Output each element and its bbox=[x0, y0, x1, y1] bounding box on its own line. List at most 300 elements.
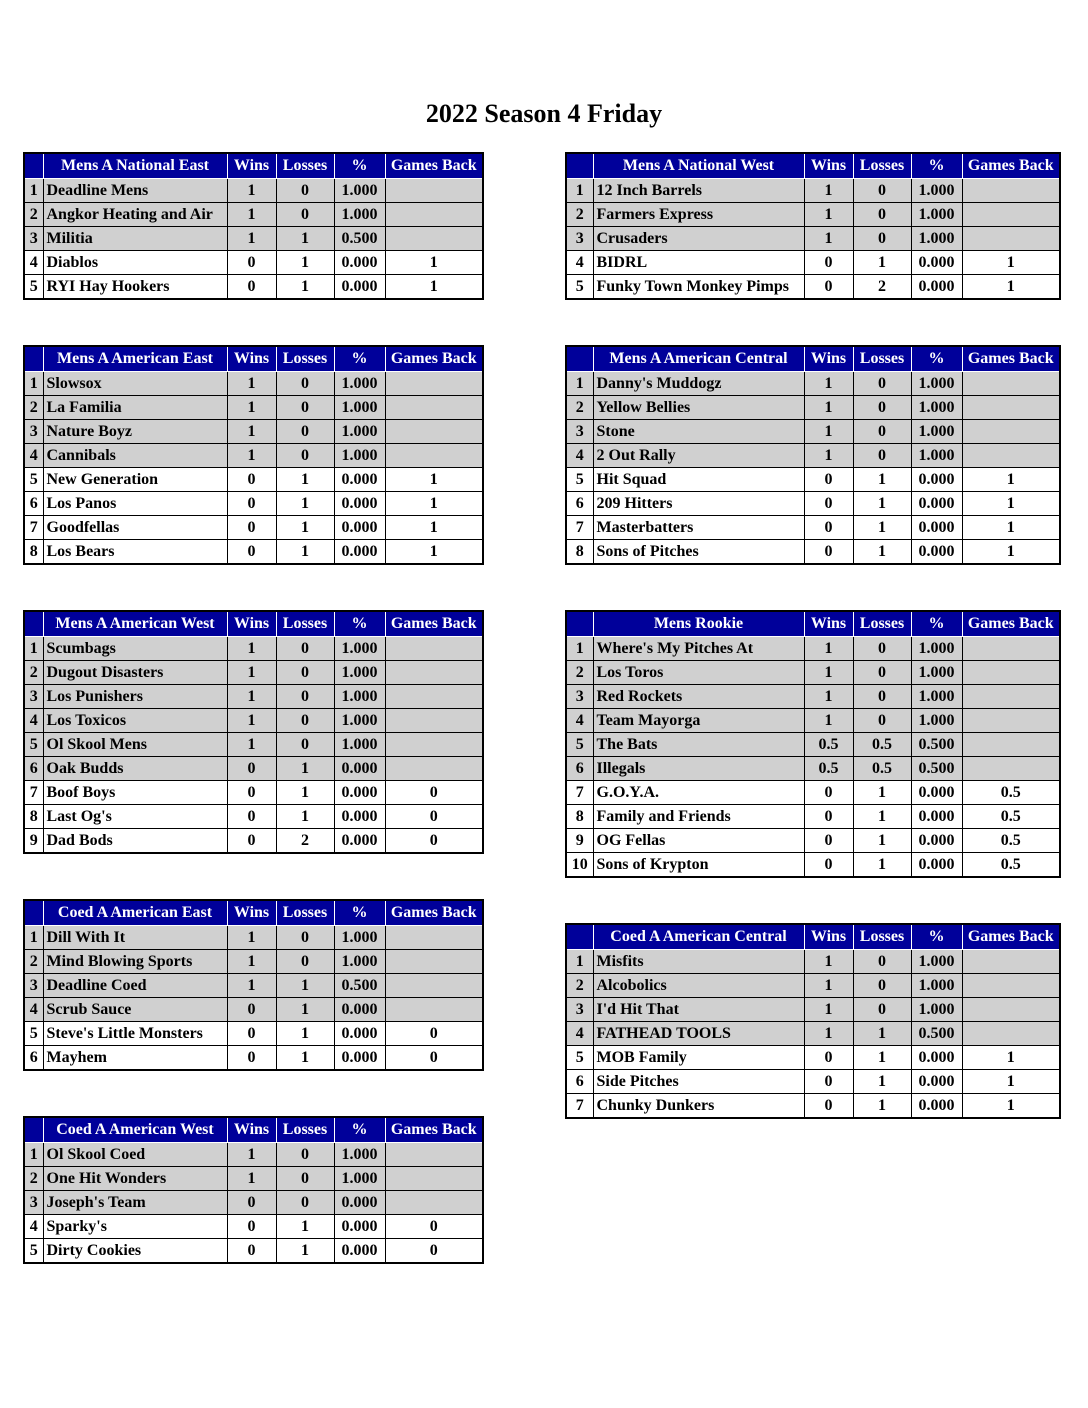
team-wins: 0 bbox=[804, 1070, 853, 1094]
wins-header: Wins bbox=[227, 900, 276, 926]
team-games-back bbox=[962, 950, 1060, 974]
team-games-back bbox=[385, 661, 483, 685]
team-wins: 0 bbox=[227, 1046, 276, 1071]
team-losses: 0 bbox=[276, 661, 334, 685]
team-games-back: 1 bbox=[962, 516, 1060, 540]
team-losses: 0 bbox=[276, 950, 334, 974]
table-row bbox=[24, 661, 483, 685]
table-header-row bbox=[24, 1117, 483, 1143]
team-pct: 1.000 bbox=[911, 685, 962, 709]
table-row bbox=[24, 1191, 483, 1215]
team-wins: 0 bbox=[804, 1046, 853, 1070]
team-games-back bbox=[962, 227, 1060, 251]
team-wins: 1 bbox=[804, 637, 853, 661]
wins-header: Wins bbox=[227, 1117, 276, 1143]
team-name: 209 Hitters bbox=[593, 492, 804, 516]
team-losses: 1 bbox=[276, 540, 334, 565]
team-name: Last Og's bbox=[43, 805, 227, 829]
team-games-back bbox=[385, 926, 483, 950]
team-losses: 1 bbox=[276, 805, 334, 829]
team-rank: 2 bbox=[24, 950, 43, 974]
rank-header bbox=[566, 346, 593, 372]
team-rank: 1 bbox=[24, 372, 43, 396]
team-rank: 4 bbox=[566, 444, 593, 468]
team-rank: 4 bbox=[566, 251, 593, 275]
team-losses: 1 bbox=[853, 1022, 911, 1046]
team-rank: 3 bbox=[24, 420, 43, 444]
team-games-back bbox=[962, 733, 1060, 757]
team-rank: 2 bbox=[24, 1167, 43, 1191]
team-pct: 0.000 bbox=[334, 516, 385, 540]
team-rank: 1 bbox=[566, 372, 593, 396]
team-rank: 2 bbox=[566, 203, 593, 227]
team-games-back bbox=[962, 179, 1060, 203]
team-games-back bbox=[962, 998, 1060, 1022]
team-pct: 0.000 bbox=[911, 1046, 962, 1070]
team-losses: 0 bbox=[276, 420, 334, 444]
wins-header: Wins bbox=[227, 611, 276, 637]
games-back-header: Games Back bbox=[962, 611, 1060, 637]
table-row bbox=[24, 637, 483, 661]
games-back-header: Games Back bbox=[962, 153, 1060, 179]
team-rank: 5 bbox=[566, 733, 593, 757]
team-pct: 0.000 bbox=[911, 1094, 962, 1119]
wins-header: Wins bbox=[804, 924, 853, 950]
team-rank: 3 bbox=[24, 1191, 43, 1215]
team-rank: 5 bbox=[566, 275, 593, 300]
team-wins: 1 bbox=[227, 1167, 276, 1191]
team-games-back bbox=[385, 1143, 483, 1167]
table-row bbox=[24, 444, 483, 468]
team-losses: 0 bbox=[276, 1143, 334, 1167]
team-pct: 0.500 bbox=[334, 974, 385, 998]
team-wins: 0 bbox=[227, 1215, 276, 1239]
table-row bbox=[24, 685, 483, 709]
team-losses: 0 bbox=[276, 1191, 334, 1215]
team-wins: 0 bbox=[227, 829, 276, 854]
losses-header: Losses bbox=[276, 900, 334, 926]
team-name: Sons of Pitches bbox=[593, 540, 804, 565]
team-games-back bbox=[962, 1022, 1060, 1046]
team-games-back: 0 bbox=[385, 829, 483, 854]
team-rank: 4 bbox=[24, 251, 43, 275]
team-pct: 1.000 bbox=[334, 203, 385, 227]
team-wins: 1 bbox=[804, 709, 853, 733]
team-wins: 0 bbox=[227, 757, 276, 781]
team-games-back: 0 bbox=[385, 1046, 483, 1071]
team-name: Stone bbox=[593, 420, 804, 444]
team-games-back bbox=[385, 637, 483, 661]
table-header-row bbox=[24, 611, 483, 637]
team-rank: 4 bbox=[24, 709, 43, 733]
team-rank: 1 bbox=[24, 926, 43, 950]
team-games-back bbox=[385, 420, 483, 444]
games-back-header: Games Back bbox=[385, 346, 483, 372]
table-row bbox=[566, 227, 1060, 251]
team-rank: 6 bbox=[24, 757, 43, 781]
team-wins: 1 bbox=[804, 372, 853, 396]
team-wins: 1 bbox=[804, 227, 853, 251]
team-pct: 1.000 bbox=[911, 709, 962, 733]
team-games-back: 0 bbox=[385, 805, 483, 829]
team-name: Side Pitches bbox=[593, 1070, 804, 1094]
team-rank: 6 bbox=[24, 492, 43, 516]
division-name: Mens A American West bbox=[43, 611, 227, 637]
table-row bbox=[566, 853, 1060, 878]
team-wins: 1 bbox=[227, 179, 276, 203]
team-name: Steve's Little Monsters bbox=[43, 1022, 227, 1046]
team-pct: 0.000 bbox=[334, 1022, 385, 1046]
wins-header: Wins bbox=[804, 611, 853, 637]
team-pct: 0.500 bbox=[911, 733, 962, 757]
team-pct: 0.000 bbox=[334, 1215, 385, 1239]
team-games-back: 0 bbox=[385, 1215, 483, 1239]
team-wins: 1 bbox=[227, 685, 276, 709]
team-wins: 0 bbox=[804, 468, 853, 492]
standings-table-mens-a-american-central bbox=[565, 345, 1061, 565]
team-losses: 1 bbox=[276, 1215, 334, 1239]
team-wins: 0 bbox=[804, 540, 853, 565]
games-back-header: Games Back bbox=[385, 900, 483, 926]
team-pct: 1.000 bbox=[911, 179, 962, 203]
team-losses: 0 bbox=[853, 998, 911, 1022]
losses-header: Losses bbox=[853, 346, 911, 372]
team-wins: 0 bbox=[804, 1094, 853, 1119]
table-row bbox=[566, 372, 1060, 396]
team-wins: 0 bbox=[804, 516, 853, 540]
team-losses: 1 bbox=[276, 516, 334, 540]
team-rank: 7 bbox=[24, 781, 43, 805]
team-losses: 0 bbox=[853, 227, 911, 251]
team-games-back bbox=[385, 1167, 483, 1191]
standings-table-mens-a-american-west bbox=[23, 610, 484, 854]
team-losses: 1 bbox=[853, 540, 911, 565]
team-name: Scrub Sauce bbox=[43, 998, 227, 1022]
table-row bbox=[566, 444, 1060, 468]
team-games-back: 1 bbox=[962, 251, 1060, 275]
team-name: Sons of Krypton bbox=[593, 853, 804, 878]
team-losses: 1 bbox=[853, 468, 911, 492]
team-games-back bbox=[962, 444, 1060, 468]
team-losses: 0 bbox=[276, 444, 334, 468]
table-row bbox=[24, 1143, 483, 1167]
team-games-back bbox=[385, 733, 483, 757]
table-row bbox=[24, 468, 483, 492]
standings-table-mens-a-national-west bbox=[565, 152, 1061, 300]
standings-table-mens-a-national-east bbox=[23, 152, 484, 300]
table-header-row bbox=[566, 346, 1060, 372]
page-title: 2022 Season 4 Friday bbox=[425, 99, 663, 128]
team-name: Boof Boys bbox=[43, 781, 227, 805]
division-name: Mens A American Central bbox=[593, 346, 804, 372]
team-wins: 1 bbox=[227, 709, 276, 733]
team-wins: 0 bbox=[804, 781, 853, 805]
table-row bbox=[566, 1094, 1060, 1119]
team-pct: 1.000 bbox=[334, 709, 385, 733]
team-name: Dirty Cookies bbox=[43, 1239, 227, 1264]
pct-header: % bbox=[911, 611, 962, 637]
team-games-back: 1 bbox=[962, 275, 1060, 300]
team-losses: 1 bbox=[276, 757, 334, 781]
team-games-back bbox=[385, 227, 483, 251]
pct-header: % bbox=[334, 611, 385, 637]
table-row bbox=[24, 757, 483, 781]
team-name: BIDRL bbox=[593, 251, 804, 275]
team-rank: 5 bbox=[24, 468, 43, 492]
team-rank: 2 bbox=[24, 396, 43, 420]
team-games-back: 0.5 bbox=[962, 829, 1060, 853]
team-name: Mayhem bbox=[43, 1046, 227, 1071]
team-losses: 1 bbox=[276, 1022, 334, 1046]
team-wins: 0 bbox=[804, 829, 853, 853]
table-header-row bbox=[24, 346, 483, 372]
table-row bbox=[24, 709, 483, 733]
team-wins: 0 bbox=[804, 492, 853, 516]
team-pct: 1.000 bbox=[911, 950, 962, 974]
team-name: Los Toros bbox=[593, 661, 804, 685]
table-row bbox=[24, 781, 483, 805]
team-losses: 1 bbox=[853, 516, 911, 540]
table-row bbox=[24, 998, 483, 1022]
team-name: Masterbatters bbox=[593, 516, 804, 540]
team-wins: 1 bbox=[804, 974, 853, 998]
team-name: Joseph's Team bbox=[43, 1191, 227, 1215]
team-wins: 1 bbox=[804, 179, 853, 203]
division-name: Coed A American West bbox=[43, 1117, 227, 1143]
team-name: Illegals bbox=[593, 757, 804, 781]
team-name: Farmers Express bbox=[593, 203, 804, 227]
team-rank: 1 bbox=[566, 950, 593, 974]
team-wins: 0 bbox=[227, 998, 276, 1022]
wins-header: Wins bbox=[804, 153, 853, 179]
team-games-back bbox=[962, 372, 1060, 396]
team-rank: 8 bbox=[566, 805, 593, 829]
team-losses: 2 bbox=[276, 829, 334, 854]
table-row bbox=[24, 203, 483, 227]
team-losses: 0.5 bbox=[853, 757, 911, 781]
team-name: Militia bbox=[43, 227, 227, 251]
team-losses: 1 bbox=[853, 805, 911, 829]
team-games-back bbox=[385, 757, 483, 781]
team-name: G.O.Y.A. bbox=[593, 781, 804, 805]
team-pct: 0.000 bbox=[334, 275, 385, 300]
team-games-back: 1 bbox=[385, 468, 483, 492]
team-name: FATHEAD TOOLS bbox=[593, 1022, 804, 1046]
team-wins: 1 bbox=[804, 685, 853, 709]
team-name: Dugout Disasters bbox=[43, 661, 227, 685]
table-row bbox=[566, 179, 1060, 203]
team-rank: 6 bbox=[566, 757, 593, 781]
team-losses: 1 bbox=[853, 1094, 911, 1119]
team-wins: 1 bbox=[804, 661, 853, 685]
team-losses: 0 bbox=[853, 685, 911, 709]
table-row bbox=[566, 661, 1060, 685]
table-row bbox=[24, 829, 483, 854]
team-games-back: 0 bbox=[385, 1022, 483, 1046]
team-rank: 9 bbox=[24, 829, 43, 854]
team-games-back: 1 bbox=[385, 275, 483, 300]
team-wins: 0 bbox=[227, 781, 276, 805]
team-pct: 1.000 bbox=[911, 396, 962, 420]
team-wins: 1 bbox=[804, 950, 853, 974]
team-wins: 1 bbox=[227, 733, 276, 757]
team-wins: 0 bbox=[227, 275, 276, 300]
team-name: Ol Skool Mens bbox=[43, 733, 227, 757]
team-games-back bbox=[385, 179, 483, 203]
games-back-header: Games Back bbox=[385, 153, 483, 179]
team-rank: 6 bbox=[24, 1046, 43, 1071]
wins-header: Wins bbox=[227, 153, 276, 179]
team-losses: 1 bbox=[853, 829, 911, 853]
table-row bbox=[24, 227, 483, 251]
team-wins: 1 bbox=[804, 420, 853, 444]
team-name: Los Panos bbox=[43, 492, 227, 516]
team-games-back: 0 bbox=[385, 1239, 483, 1264]
table-row bbox=[566, 829, 1060, 853]
division-name: Mens A American East bbox=[43, 346, 227, 372]
team-pct: 0.000 bbox=[911, 1070, 962, 1094]
table-row bbox=[566, 492, 1060, 516]
team-pct: 1.000 bbox=[334, 396, 385, 420]
team-pct: 0.500 bbox=[911, 1022, 962, 1046]
table-row bbox=[566, 637, 1060, 661]
team-games-back bbox=[962, 396, 1060, 420]
team-rank: 3 bbox=[24, 227, 43, 251]
table-row bbox=[566, 1022, 1060, 1046]
pct-header: % bbox=[334, 153, 385, 179]
team-games-back bbox=[385, 372, 483, 396]
team-name: Dill With It bbox=[43, 926, 227, 950]
team-pct: 0.000 bbox=[334, 757, 385, 781]
team-pct: 0.000 bbox=[334, 805, 385, 829]
wins-header: Wins bbox=[227, 346, 276, 372]
losses-header: Losses bbox=[853, 611, 911, 637]
team-rank: 4 bbox=[24, 444, 43, 468]
rank-header bbox=[566, 924, 593, 950]
team-name: Dad Bods bbox=[43, 829, 227, 854]
team-pct: 0.000 bbox=[911, 492, 962, 516]
team-name: One Hit Wonders bbox=[43, 1167, 227, 1191]
team-losses: 0 bbox=[276, 179, 334, 203]
table-row bbox=[566, 396, 1060, 420]
team-losses: 2 bbox=[853, 275, 911, 300]
team-name: OG Fellas bbox=[593, 829, 804, 853]
table-row bbox=[24, 372, 483, 396]
team-rank: 2 bbox=[566, 974, 593, 998]
team-wins: 1 bbox=[227, 1143, 276, 1167]
standings-table-mens-a-american-east bbox=[23, 345, 484, 565]
team-rank: 4 bbox=[566, 709, 593, 733]
team-pct: 0.000 bbox=[911, 781, 962, 805]
team-rank: 5 bbox=[566, 1046, 593, 1070]
table-row bbox=[566, 251, 1060, 275]
team-wins: 1 bbox=[227, 950, 276, 974]
team-wins: 1 bbox=[804, 1022, 853, 1046]
team-name: The Bats bbox=[593, 733, 804, 757]
division-name: Mens A National West bbox=[593, 153, 804, 179]
team-rank: 8 bbox=[24, 540, 43, 565]
rank-header bbox=[24, 900, 43, 926]
team-games-back: 1 bbox=[962, 1094, 1060, 1119]
team-wins: 1 bbox=[227, 396, 276, 420]
losses-header: Losses bbox=[276, 611, 334, 637]
rank-header bbox=[24, 346, 43, 372]
team-name: Hit Squad bbox=[593, 468, 804, 492]
team-pct: 0.000 bbox=[334, 829, 385, 854]
team-losses: 0 bbox=[853, 709, 911, 733]
team-wins: 0 bbox=[227, 251, 276, 275]
team-rank: 2 bbox=[566, 661, 593, 685]
table-row bbox=[24, 251, 483, 275]
table-row bbox=[566, 757, 1060, 781]
team-pct: 0.000 bbox=[911, 540, 962, 565]
team-losses: 0 bbox=[276, 685, 334, 709]
team-losses: 0 bbox=[853, 396, 911, 420]
team-name: Deadline Coed bbox=[43, 974, 227, 998]
table-row bbox=[566, 540, 1060, 565]
pct-header: % bbox=[911, 153, 962, 179]
team-pct: 1.000 bbox=[334, 733, 385, 757]
team-name: Angkor Heating and Air bbox=[43, 203, 227, 227]
team-rank: 4 bbox=[24, 998, 43, 1022]
team-rank: 3 bbox=[24, 974, 43, 998]
team-name: 12 Inch Barrels bbox=[593, 179, 804, 203]
rank-header bbox=[566, 611, 593, 637]
team-wins: 1 bbox=[227, 444, 276, 468]
team-games-back bbox=[962, 757, 1060, 781]
team-losses: 1 bbox=[276, 1046, 334, 1071]
standings-table-mens-rookie bbox=[565, 610, 1061, 878]
team-games-back: 1 bbox=[962, 1070, 1060, 1094]
team-games-back: 1 bbox=[385, 251, 483, 275]
team-name: Crusaders bbox=[593, 227, 804, 251]
team-pct: 0.000 bbox=[334, 1046, 385, 1071]
team-losses: 0 bbox=[276, 637, 334, 661]
table-row bbox=[566, 1046, 1060, 1070]
team-pct: 0.000 bbox=[911, 805, 962, 829]
team-pct: 1.000 bbox=[334, 637, 385, 661]
team-rank: 7 bbox=[566, 781, 593, 805]
team-losses: 0 bbox=[853, 179, 911, 203]
team-games-back: 0.5 bbox=[962, 853, 1060, 878]
team-pct: 1.000 bbox=[911, 227, 962, 251]
team-games-back bbox=[962, 685, 1060, 709]
table-row bbox=[24, 805, 483, 829]
standings-table-coed-a-american-central bbox=[565, 923, 1061, 1119]
team-losses: 1 bbox=[276, 492, 334, 516]
table-row bbox=[566, 950, 1060, 974]
team-name: Deadline Mens bbox=[43, 179, 227, 203]
team-wins: 0 bbox=[804, 275, 853, 300]
table-row bbox=[24, 420, 483, 444]
team-games-back: 0.5 bbox=[962, 781, 1060, 805]
team-rank: 6 bbox=[566, 492, 593, 516]
team-wins: 1 bbox=[227, 926, 276, 950]
team-losses: 0 bbox=[853, 637, 911, 661]
team-rank: 2 bbox=[24, 203, 43, 227]
team-games-back bbox=[962, 420, 1060, 444]
team-wins: 1 bbox=[804, 203, 853, 227]
team-losses: 0.5 bbox=[853, 733, 911, 757]
team-losses: 1 bbox=[853, 1046, 911, 1070]
team-name: Where's My Pitches At bbox=[593, 637, 804, 661]
team-wins: 1 bbox=[804, 998, 853, 1022]
team-games-back: 1 bbox=[385, 540, 483, 565]
team-rank: 1 bbox=[24, 637, 43, 661]
wins-header: Wins bbox=[804, 346, 853, 372]
team-name: Misfits bbox=[593, 950, 804, 974]
table-row bbox=[566, 420, 1060, 444]
